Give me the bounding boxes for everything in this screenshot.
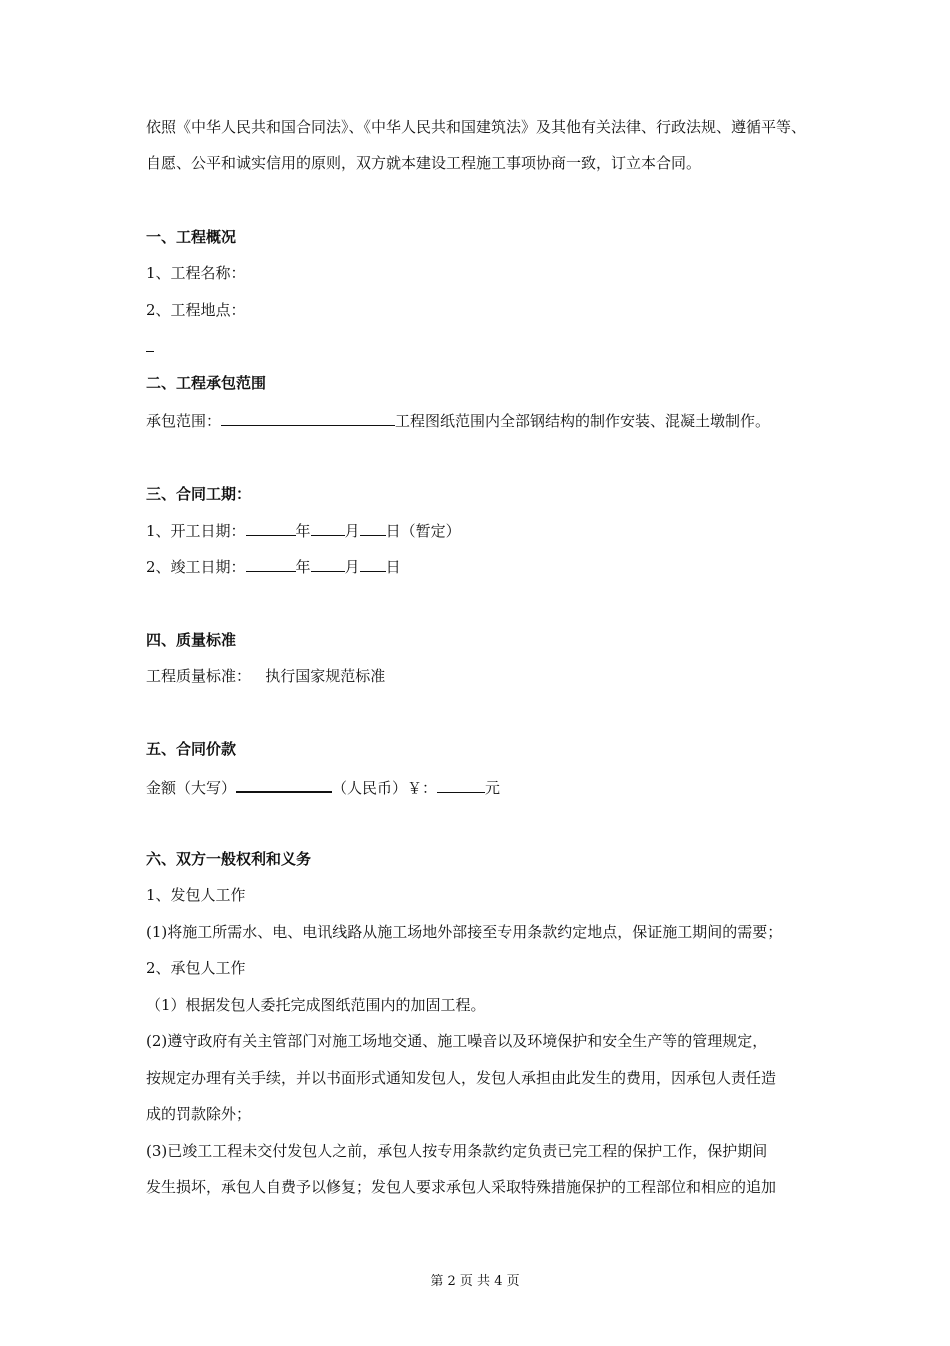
section-5-title: 五、合同价款: [146, 740, 237, 758]
page-number-footer: 第 2 页 共 4 页: [430, 1274, 520, 1289]
end-month-blank: [311, 556, 345, 572]
contractor-clause-2-line-1: (2)遵守政府有关主管部门对施工场地交通、施工噪音以及环境保护和安全生产等的管理规定，: [146, 1032, 768, 1050]
section-4-title: 四、质量标准: [146, 631, 237, 649]
day-label: 日: [385, 558, 401, 576]
amount-number-blank: [437, 777, 485, 793]
scope-blank: [221, 410, 395, 426]
month-label: 月: [344, 558, 360, 576]
rmb-label: （人民币）￥：: [332, 779, 438, 797]
stray-underline: [146, 351, 154, 352]
intro-line-1: 依照《中华人民共和国合同法》、《中华人民共和国建筑法》及其他有关法律、行政法规、遵循平等、: [146, 118, 807, 136]
quality-standard-text: 工程质量标准： 执行国家规范标准: [146, 667, 386, 685]
contractor-clause-2-line-3: 成的罚款除外；: [146, 1105, 252, 1123]
amount-label: 金额（大写）: [146, 779, 237, 797]
start-day-blank: [360, 520, 386, 536]
employer-work-heading: 1、发包人工作: [146, 886, 246, 904]
section-1-title: 一、工程概况: [146, 228, 237, 246]
year-label: 年: [295, 558, 311, 576]
project-location-label: 2、工程地点：: [146, 301, 246, 319]
end-year-blank: [246, 556, 296, 572]
contractor-work-heading: 2、承包人工作: [146, 959, 246, 977]
contractor-clause-2-line-2: 按规定办理有关手续，并以书面形式通知发包人，发包人承担由此发生的费用，因承包人责任造: [146, 1069, 777, 1087]
employer-clause-1: (1)将施工所需水、电、电讯线路从施工场地外部接至专用条款约定地点，保证施工期间的需要；: [146, 923, 783, 941]
month-label: 月: [344, 522, 360, 540]
start-date-label: 1、开工日期：: [146, 522, 246, 540]
section-3-title: 三、合同工期：: [146, 485, 252, 503]
contractor-clause-3-line-1: (3)已竣工工程未交付发包人之前，承包人按专用条款约定负责已完工程的保护工作，保护期间: [146, 1142, 768, 1160]
contractor-clause-1: （1）根据发包人委托完成图纸范围内的加固工程。: [146, 996, 486, 1014]
section-2-title: 二、工程承包范围: [146, 374, 267, 392]
start-date-line: [146, 520, 461, 541]
amount-unit: 元: [485, 779, 501, 797]
start-year-blank: [246, 520, 296, 536]
end-date-line: [146, 556, 401, 577]
end-date-label: 2、竣工日期：: [146, 558, 246, 576]
end-day-blank: [360, 556, 386, 572]
start-month-blank: [311, 520, 345, 536]
intro-line-2: 自愿、公平和诚实信用的原则，双方就本建设工程施工事项协商一致，订立本合同。: [146, 154, 702, 172]
year-label: 年: [295, 522, 311, 540]
section-6-title: 六、双方一般权利和义务: [146, 850, 312, 868]
project-name-label: 1、工程名称：: [146, 264, 246, 282]
scope-label: 承包范围：: [146, 412, 222, 430]
amount-line: [146, 776, 500, 798]
scope-line: [146, 410, 770, 431]
day-label: 日: [385, 522, 401, 540]
contractor-clause-3-line-2: 发生损坏，承包人自费予以修复；发包人要求承包人采取特殊措施保护的工程部位和相应的追加: [146, 1178, 777, 1196]
tentative-note: （暂定）: [400, 522, 461, 540]
amount-words-blank: [236, 776, 332, 793]
scope-text: 工程图纸范围内全部钢结构的制作安装、混凝土墩制作。: [395, 412, 771, 430]
